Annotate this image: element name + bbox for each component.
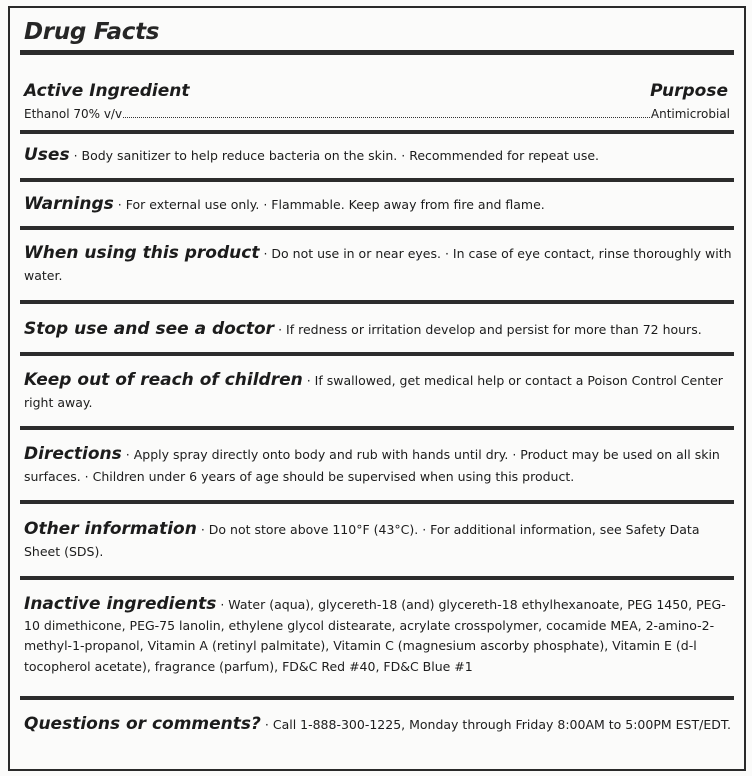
section-divider	[20, 300, 734, 304]
section-divider	[20, 500, 734, 504]
section-text: · Call 1-888-300-1225, Monday through Friday 8:00AM to 5:00PM EST/EDT.	[264, 717, 731, 732]
section-heading: Other information	[24, 519, 197, 539]
section-text: · If swallowed, get medical help or contact a Poison Control Center right away.	[24, 373, 723, 410]
section-divider	[20, 178, 734, 182]
section-divider	[20, 576, 734, 580]
section-heading: Warnings	[24, 194, 114, 214]
section-heading: Questions or comments?	[24, 714, 261, 734]
section-keep-out	[24, 369, 736, 414]
section-directions	[24, 443, 736, 488]
section-text: · Apply spray directly onto body and rub with hands until dry. · Product may be used on all skin surfaces. · Children under 6 years of age should be supervised when using this product.	[24, 447, 720, 484]
section-divider	[20, 226, 734, 230]
section-uses	[24, 144, 736, 167]
section-heading: Directions	[24, 444, 122, 464]
section-inactive-ingredients	[24, 594, 736, 677]
section-warnings	[24, 193, 736, 216]
section-questions	[24, 713, 736, 736]
section-divider	[20, 130, 734, 134]
section-text: · Body sanitizer to help reduce bacteria on the skin. · Recommended for repeat use.	[73, 148, 600, 163]
active-ingredient-heading: Active Ingredient	[24, 81, 190, 101]
section-divider	[20, 426, 734, 430]
purpose-heading: Purpose	[650, 81, 728, 101]
section-stop-use	[24, 318, 736, 341]
section-text: · Water (aqua), glycereth-18 (and) glycereth-18 ethylhexanoate, PEG 1450, PEG-10 dimethicone, PEG-75 lanolin, ethylene glycol distearate, acrylate crosspolymer, cocamide MEA, 2-amino-2-methyl-1-propanol, Vitamin A (retinyl palmitate), Vitamin C (magnesium ascorby phosphate), Vitamin E (d-l tocopherol acetate), fragrance (parfum), FD&C Red #40, FD&C Blue #1	[24, 597, 726, 674]
section-heading: Stop use and see a doctor	[24, 319, 275, 339]
section-heading: Inactive ingredients	[24, 594, 217, 614]
section-text: · Do not use in or near eyes. · In case of eye contact, rinse thoroughly with water.	[24, 246, 732, 283]
active-ingredient-purpose: Antimicrobial	[650, 107, 730, 121]
leader-dots	[123, 106, 650, 118]
section-text: · Do not store above 110°F (43°C). · For additional information, see Safety Data Sheet (SDS).	[24, 522, 700, 559]
section-text: · For external use only. · Flammable. Keep away from fire and flame.	[117, 197, 545, 212]
title-divider	[20, 50, 734, 55]
section-divider	[20, 696, 734, 700]
section-heading: When using this product	[24, 243, 260, 263]
section-heading: Keep out of reach of children	[24, 370, 303, 390]
section-divider	[20, 352, 734, 356]
drug-facts-panel	[8, 6, 746, 771]
drug-facts-title: Drug Facts	[24, 19, 160, 45]
section-heading: Uses	[24, 145, 70, 165]
section-other-information	[24, 518, 736, 563]
active-ingredient-name: Ethanol 70% v/v	[24, 107, 123, 121]
active-ingredient-row	[24, 106, 730, 122]
section-text: · If redness or irritation develop and persist for more than 72 hours.	[278, 322, 702, 337]
section-when-using	[24, 242, 736, 287]
